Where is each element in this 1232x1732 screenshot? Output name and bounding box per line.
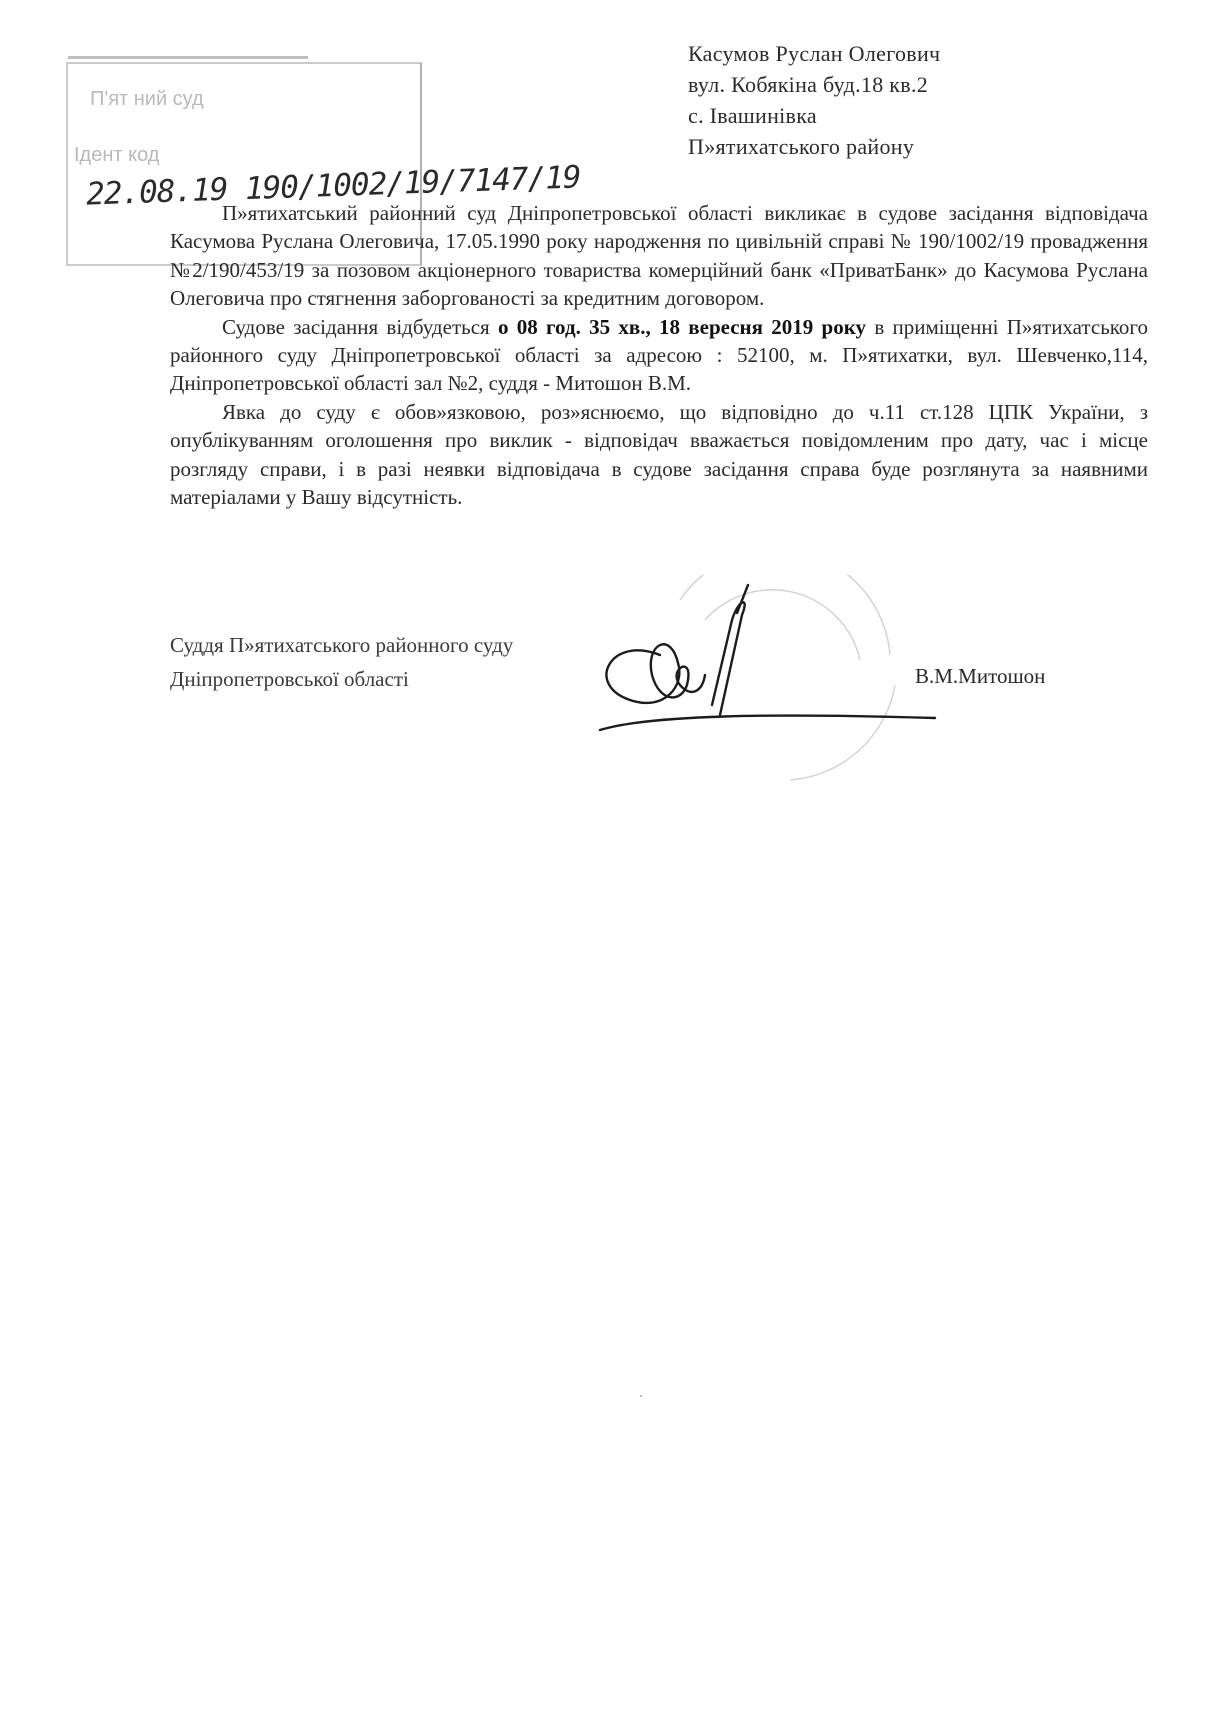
addressee-street: вул. Кобякіна буд.18 кв.2	[688, 72, 929, 97]
stamp-line-court: П'ят ний суд	[90, 88, 204, 110]
hearing-intro: Судове засідання відбудеться	[222, 314, 498, 339]
judge-position-line2: Дніпропетровської області	[170, 667, 409, 691]
paragraph-attendance: Явка до суду є обов»язковою, роз»яснюємо, що відповідно до ч.11 ст.128 ЦПК України, з опублікуванням оголошення про виклик - відповідач вважається повідомленим про дату, час і місце розгляду справи, і в разі неявки відповідача в судове засідання справа буде розглянута за наявними матеріалами у Вашу відсутність.	[170, 399, 1148, 510]
scan-speck	[640, 1395, 642, 1397]
paragraph-hearing	[170, 313, 1148, 398]
handwritten-signature-with-seal	[590, 575, 950, 795]
addressee-name: Касумов Руслан Олегович	[688, 41, 941, 66]
judge-name: В.М.Митошон	[915, 664, 1046, 688]
summons-body	[170, 199, 1148, 511]
paragraph-summons: П»ятихатський районний суд Дніпропетровської області викликає в судове засідання відповідача Касумова Руслана Олеговича, 17.05.1990 року народження по цивільній справі № 190/1002/19 провадження №2/190/453/19 за позовом акціонерного товариства комерційний банк «ПриватБанк» до Касумова Руслана Олеговича про стягнення заборгованості за кредитним договором.	[170, 201, 1148, 311]
addressee-district: П»ятихатського району	[688, 134, 915, 159]
registration-number: 22.08.19 190/1002/19/7147/19	[85, 159, 582, 213]
addressee-village: с. Івашинівка	[688, 103, 817, 128]
stamp-line-code: Ідент код	[74, 144, 160, 166]
judge-position-line1: Суддя П»ятихатського районного суду	[170, 633, 514, 657]
judge-position	[170, 628, 513, 696]
hearing-datetime: о 08 год. 35 хв., 18 вересня 2019 року	[497, 314, 867, 339]
addressee-block	[688, 38, 1188, 162]
hearing-location: в приміщенні П»ятихатського районного суду Дніпропетровської області за адресою : 52100, м. П»ятихатки, вул. Шевченко,114, Дніпропетровської області зал №2, суддя - Митошон В.М.	[170, 314, 1148, 396]
